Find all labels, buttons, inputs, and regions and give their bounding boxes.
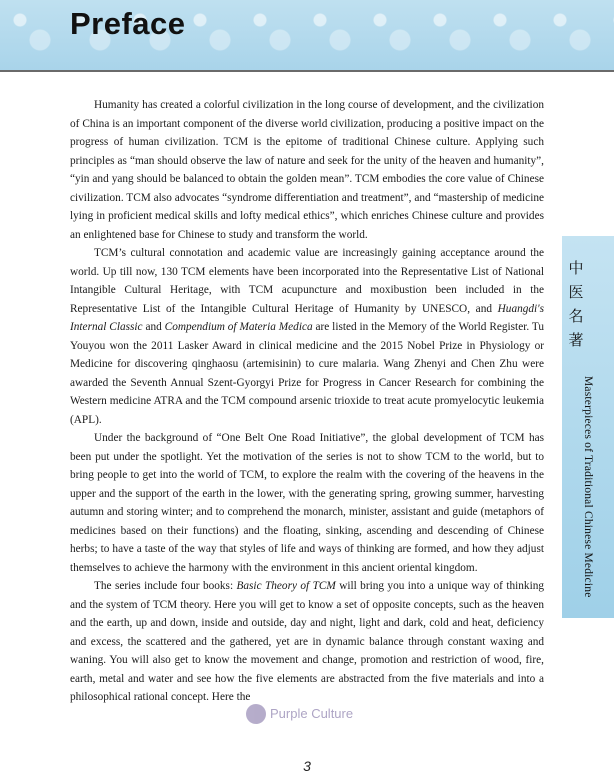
page-number: 3 [303, 758, 311, 774]
book-title-basic-theory: Basic Theory of TCM [236, 580, 336, 592]
paragraph-text: will bring you into a unique way of thinking and the system of TCM theory. Here you will get to know a set of opposite concepts, such as the heaven and the earth, up and down, inside and outside, day and night, light and dark, cold and heat, deficiency and excess, the scattered and the gathered, yet are in dynamic balance through constant waxing and waning. You will also get to know the movement and change, promotion and restriction of wood, fire, earth, metal and water and see how the five elements are abstracted from the five materials and into a philosophical rational concept. Here the [70, 580, 544, 703]
chinese-char: 名 [568, 307, 584, 325]
paragraph-text: Humanity has created a colorful civilization in the long course of development, and the civilization of China is an important component of the diverse world civilization, producing a positive impact on the progress of human civilization. TCM is the epitome of traditional Chinese culture. Applying such principles as “man should observe the law of nature and seek for the unity of the heaven and humanity”, “yin and yang should be balanced to obtain the golden mean”. TCM embodies the core value of Chinese civilization. TCM also advocates “syndrome differentiation and treatment”, and “mastership of medicine lying in proficient medical skills and lofty medical ethics”, which enriches Chinese culture and provides an enlightened base for Chinese to study and transform the world. [70, 99, 544, 241]
chinese-char: 著 [568, 331, 584, 349]
side-tab-chinese-title [562, 256, 590, 352]
paragraph-2 [70, 244, 544, 429]
chinese-char: 中 [568, 259, 584, 277]
chinese-char: 医 [568, 283, 584, 301]
book-title-compendium: Compendium of Materia Medica [164, 321, 313, 333]
paragraph-3 [70, 429, 544, 577]
paragraph-text: and [142, 321, 165, 333]
side-tab [562, 236, 614, 618]
paragraph-1 [70, 96, 544, 244]
page-title: Preface [70, 6, 186, 41]
watermark-logo-icon [246, 704, 266, 724]
side-tab-english-title: Masterpieces of Traditional Chinese Medicine [582, 376, 594, 598]
watermark-text: Purple Culture [270, 706, 354, 721]
paragraph-text: The series include four books: [94, 580, 237, 592]
paragraph-text: Under the background of “One Belt One Road Initiative”, the global development of TCM has been put under the spotlight. Yet the motivation of the series is not to show TCM to the world, but to bring people to get into the world of TCM, to explore the realm with the covering of the heavens in the upper and the support of the earth in the lower, with the generating spring, growing summer, harvesting autumn and storing winter; and to comprehend the monarch, minister, assistant and guide (metaphors of medicines based on their functions) and the floating, sinking, ascending and descending of Chinese herbs; to have a taste of the way that styles of life and ways of thinking are formed, and how they adjust themselves to achieve the harmony with the environment in this ancient oriental kingdom. [70, 432, 544, 574]
paragraph-text: TCM’s cultural connotation and academic value are increasingly gaining acceptance around the world. Up till now, 130 TCM elements have been incorporated into the Representative List of National Intangible Cultural Heritage, with TCM acupuncture and moxibustion been included in the Representative List of the Intangible Cultural Heritage of Humanity by UNESCO, and [70, 247, 544, 315]
header-banner [0, 0, 614, 72]
book-title-huangdi: Huangdi's Internal Classic [70, 302, 544, 333]
paragraph-4 [70, 577, 544, 707]
watermark [246, 704, 376, 744]
preface-body [70, 96, 544, 707]
paragraph-text: are listed in the Memory of the World Register. Tu Youyou won the 2011 Lasker Award in clinical medicine and the 2015 Nobel Prize in Physiology or Medicine for discovering qinghaosu (artemisinin) to cure malaria. Wang Zhenyi and Chen Zhu were awarded the Seventh Annual Szent-Gyorgyi Prize for Progress in Cancer Research for combining the Western medicine ATRA and the TCM compound arsenic trioxide to treat acute promyelocytic leukemia (APL). [70, 321, 544, 426]
